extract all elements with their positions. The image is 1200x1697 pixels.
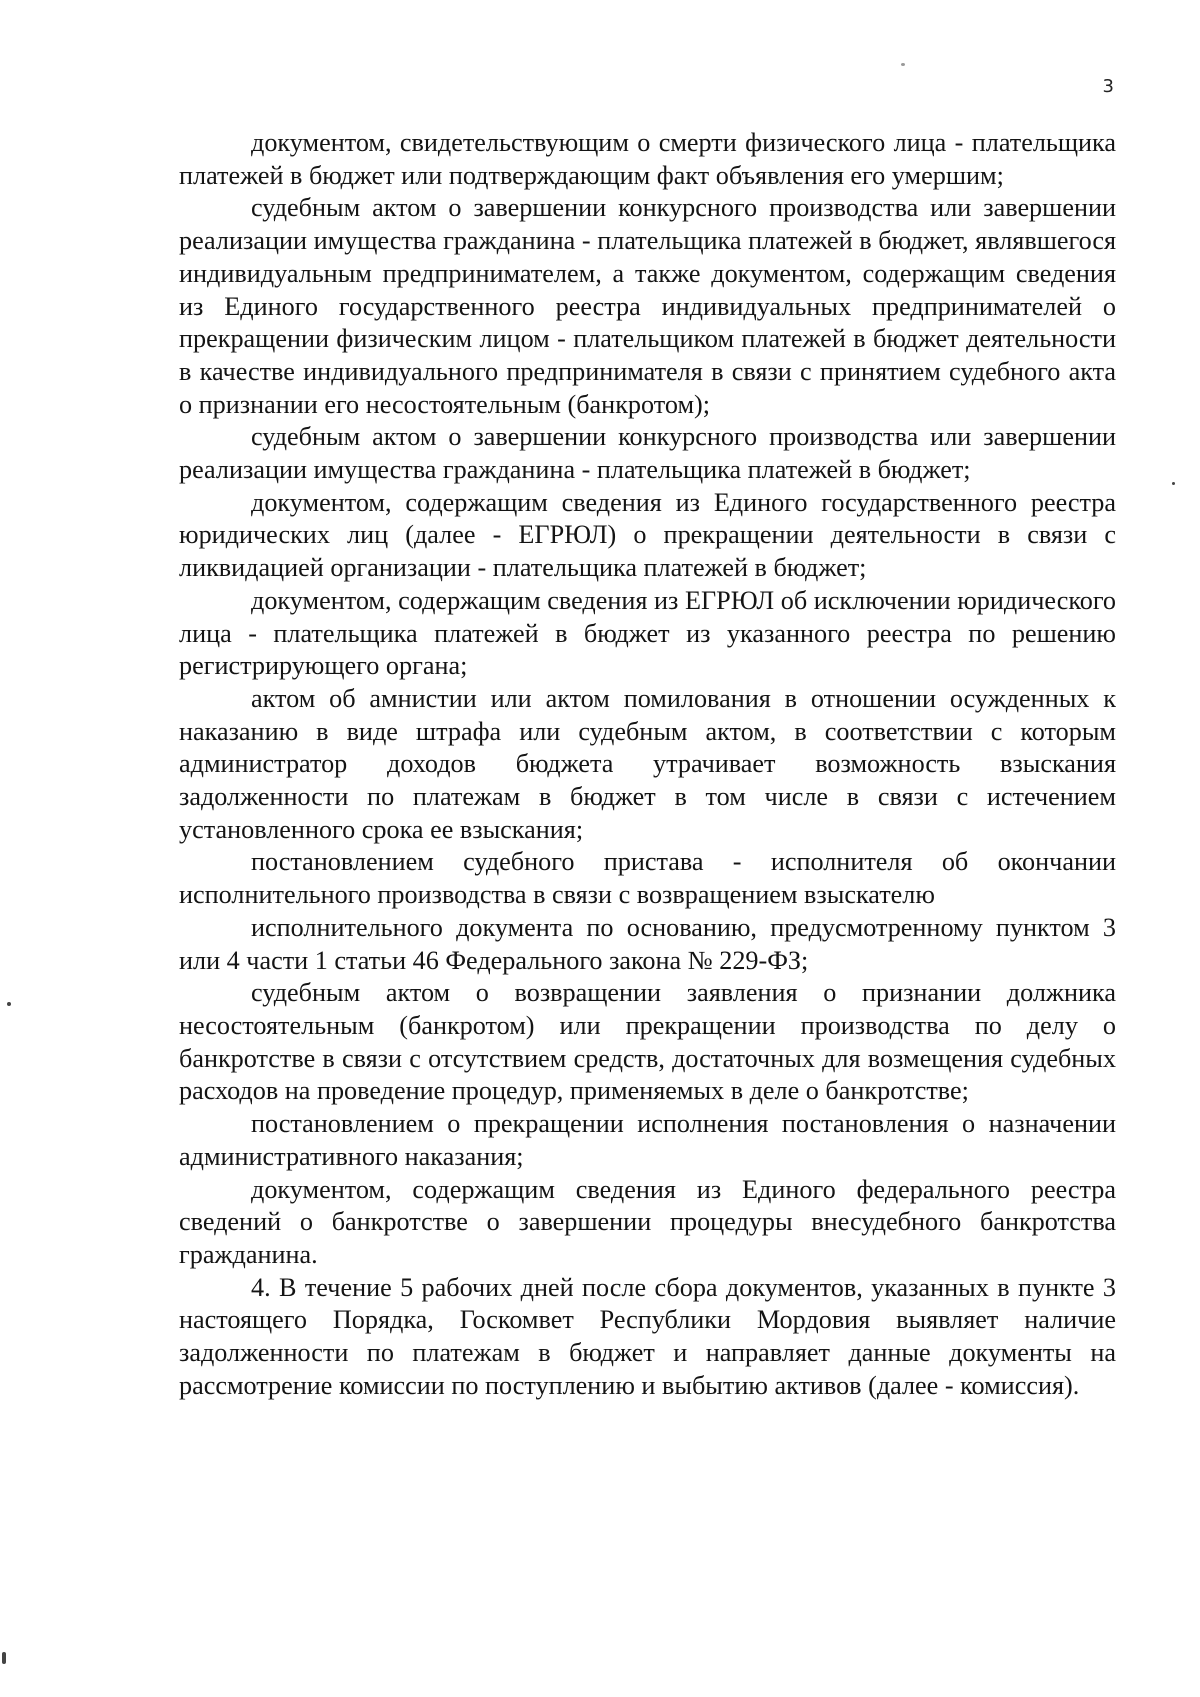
paragraph: постановлением судебного пристава - исполнителя об окончании исполнительного производства в связи с возвращением взыскателю [179, 847, 1116, 910]
scan-speck [2, 1652, 6, 1664]
scan-speck [901, 63, 905, 66]
scan-speck [7, 1002, 11, 1006]
paragraph: актом об амнистии или актом помилования в отношении осужденных к наказанию в виде штрафа или судебным актом, в соответствии с которым администратор доходов бюджета утрачивает возможность взыскания задолженности по платежам в бюджет в том числе в связи с истечением установленного срока ее взыскания; [179, 683, 1116, 844]
page-number: 3 [1102, 76, 1114, 97]
paragraph: документом, содержащим сведения из ЕГРЮЛ об исключении юридического лица - плательщика платежей в бюджет из указанного реестра по решению регистрирующего органа; [179, 585, 1116, 681]
paragraph: 4. В течение 5 рабочих дней после сбора документов, указанных в пункте 3 настоящего Порядка, Госкомвет Республики Мордовия выявляет наличие задолженности по платежам в бюджет и направляет данные документы на рассмотрение комиссии по поступлению и выбытию активов (далее - комиссия). [179, 1272, 1116, 1400]
paragraph: постановлением о прекращении исполнения постановления о назначении административного наказания; [179, 1109, 1116, 1171]
paragraph: судебным актом о завершении конкурсного производства или завершении реализации имущества гражданина - плательщика платежей в бюджет, являвшегося индивидуальным предпринимателем, а также документом, содержащим сведения из Единого государственного реестра индивидуальных предпринимателей о прекращении физическим лицом - плательщиком платежей в бюджет деятельности в качестве индивидуального предпринимателя в связи с принятием судебного акта о признании его несостоятельным (банкротом); [179, 193, 1116, 419]
paragraph: исполнительного документа по основанию, предусмотренному пунктом 3 или 4 части 1 статьи 46 Федерального закона № 229-ФЗ; [179, 912, 1116, 975]
paragraph: документом, свидетельствующим о смерти физического лица - плательщика платежей в бюджет или подтверждающим факт объявления его умершим; [179, 128, 1116, 190]
document-body [179, 127, 1116, 1402]
paragraph: судебным актом о возвращении заявления о признании должника несостоятельным (банкротом) или прекращении производства по делу о банкротстве в связи с отсутствием средств, достаточных для возмещения судебных расходов на проведение процедур, применяемых в деле о банкротстве; [179, 978, 1116, 1106]
paragraph: документом, содержащим сведения из Единого государственного реестра юридических лиц (далее - ЕГРЮЛ) о прекращении деятельности в связи с ликвидацией организации - плательщика платежей в бюджет; [179, 487, 1116, 583]
paragraph: документом, содержащим сведения из Единого федерального реестра сведений о банкротстве о завершении процедуры внесудебного банкротства гражданина. [179, 1174, 1116, 1269]
scan-speck [1172, 482, 1175, 485]
paragraph: судебным актом о завершении конкурсного производства или завершении реализации имущества гражданина - плательщика платежей в бюджет; [179, 422, 1116, 485]
